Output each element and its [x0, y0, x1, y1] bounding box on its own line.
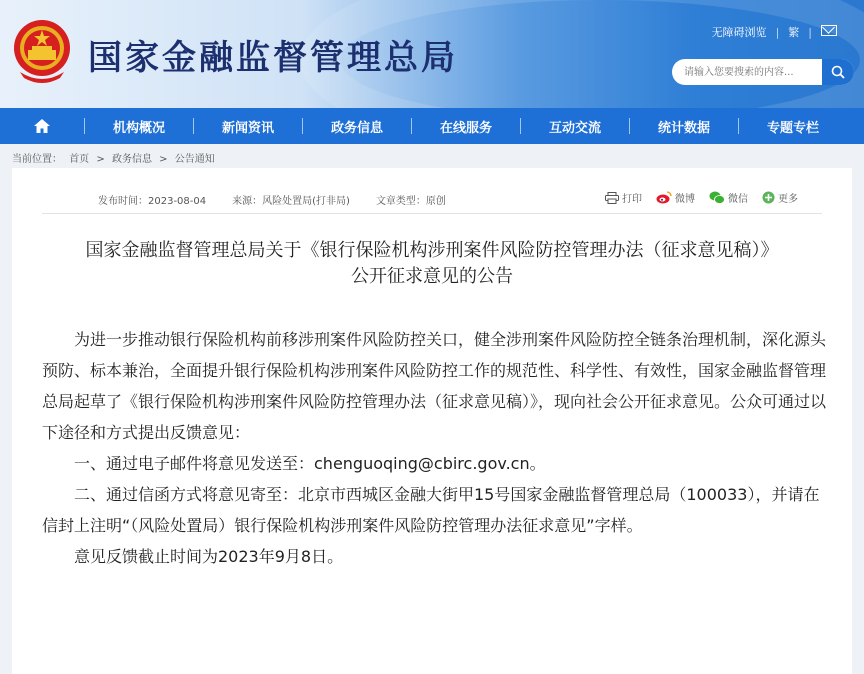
breadcrumb-announcements[interactable]: 公告通知: [174, 154, 215, 165]
nav-item-interaction[interactable]: 互动交流: [548, 120, 601, 136]
nav-item-online-service[interactable]: 在线服务: [439, 120, 492, 136]
nav-item-special-topics[interactable]: 专题专栏: [766, 120, 819, 136]
weibo-share-button[interactable]: [656, 190, 695, 205]
more-share-button[interactable]: [762, 190, 798, 205]
breadcrumb: [12, 150, 219, 165]
body-paragraph: 二、通过信函方式将意见寄至：北京市西城区金融大街甲15号国家金融监督管理总局（100033），并请在信封上注明“（风险处置局）银行保险机构涉刑案件风险防控管理办法征求意见”字样。: [42, 485, 820, 535]
site-header: [0, 0, 864, 108]
publish-time: 发布时间：2023-08-04: [98, 196, 207, 207]
nav-item-statistics[interactable]: 统计数据: [657, 120, 710, 136]
search-box: [672, 59, 854, 85]
top-links: [703, 24, 846, 40]
national-emblem-icon: [10, 16, 74, 86]
wechat-share-button[interactable]: [709, 190, 748, 205]
mail-link[interactable]: [812, 25, 846, 39]
article-card: [12, 168, 852, 674]
breadcrumb-home[interactable]: 首页: [69, 154, 90, 165]
home-icon: [33, 118, 51, 134]
body-paragraph: 一、通过电子邮件将意见发送至：chenguoqing@cbirc.gov.cn。: [74, 454, 546, 473]
wechat-icon: [709, 191, 725, 204]
plus-icon: [762, 191, 775, 204]
traditional-chinese-link[interactable]: 繁: [788, 26, 800, 39]
article-source: 来源：风险处置局(打非局): [232, 196, 350, 207]
article-title-line1: 国家金融监督管理总局关于《银行保险机构涉刑案件风险防控管理办法（征求意见稿）》: [85, 240, 779, 261]
print-button[interactable]: [605, 190, 642, 205]
article-type: 文章类型：原创: [375, 196, 446, 207]
divider: |: [808, 25, 812, 39]
search-input[interactable]: [672, 59, 822, 85]
body-paragraph: 为进一步推动银行保险机构前移涉刑案件风险防控关口，健全涉刑案件风险防控全链条治理机制，深化源头预防、标本兼治，全面提升银行保险机构涉刑案件风险防控工作的规范性、科学性、有效性，国家金融监督管理总局起草了《银行保险机构涉刑案件风险防控管理办法（征求意见稿）》，现向社会公开征求意见。公众可通过以下途径和方式提出反馈意见：: [42, 330, 827, 442]
nav-home[interactable]: [0, 108, 84, 144]
breadcrumb-separator: >: [159, 154, 168, 165]
more-label: 更多: [778, 194, 798, 205]
breadcrumb-label: 当前位置：: [12, 154, 62, 165]
print-label: 打印: [622, 194, 642, 205]
divider: |: [775, 25, 780, 39]
site-title[interactable]: 国家金融监督管理总局: [88, 38, 458, 78]
article-body: [42, 324, 826, 572]
mail-icon: [821, 25, 837, 36]
nav-item-news[interactable]: 新闻资讯: [221, 120, 274, 136]
weibo-icon: [656, 191, 672, 204]
nav-item-about[interactable]: 机构概况: [112, 120, 165, 136]
wechat-label: 微信: [728, 194, 748, 205]
search-icon: [831, 65, 845, 79]
article-title: [32, 238, 832, 290]
breadcrumb-government-info[interactable]: 政务信息: [111, 154, 152, 165]
main-nav: [0, 108, 864, 144]
search-button[interactable]: [822, 59, 854, 85]
body-paragraph: 意见反馈截止时间为2023年9月8日。: [74, 547, 344, 566]
accessibility-link[interactable]: 无障碍浏览: [711, 26, 767, 39]
nav-item-government-info[interactable]: 政务信息: [330, 120, 383, 136]
breadcrumb-separator: >: [96, 154, 105, 165]
article-meta: [42, 186, 822, 214]
printer-icon: [605, 192, 619, 204]
article-title-line2: 公开征求意见的公告: [351, 266, 513, 287]
weibo-label: 微博: [675, 194, 695, 205]
